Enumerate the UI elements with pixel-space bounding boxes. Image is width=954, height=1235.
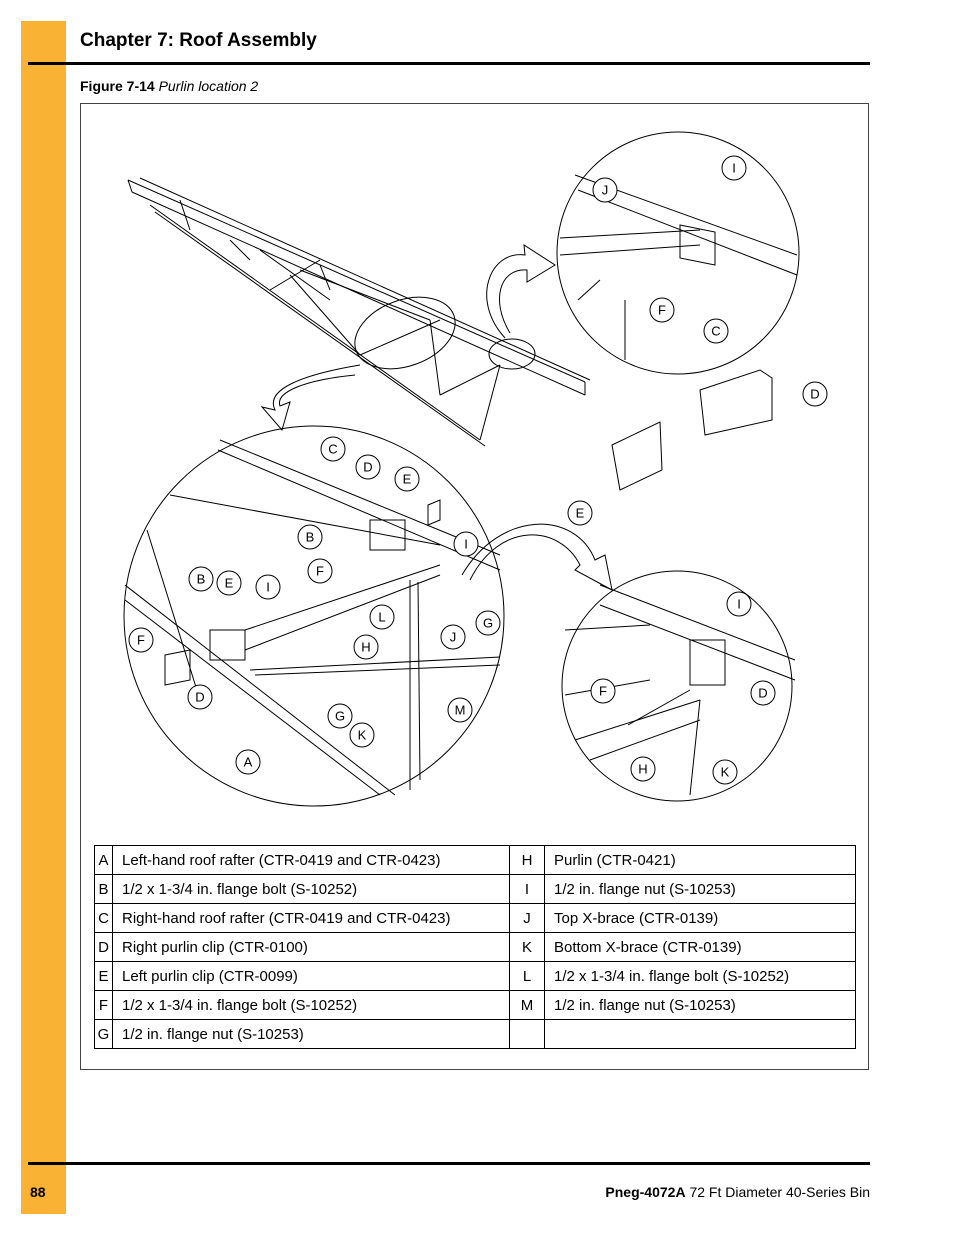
table-row <box>95 1020 856 1049</box>
table-row <box>95 933 856 962</box>
legend-desc: Left-hand roof rafter (CTR-0419 and CTR-0423) <box>113 846 510 875</box>
figure-title: Purlin location 2 <box>158 78 259 94</box>
legend-desc: 1/2 x 1-3/4 in. flange bolt (S-10252) <box>113 991 510 1020</box>
callout-circles <box>129 156 827 784</box>
doc-title: 72 Ft Diameter 40-Series Bin <box>689 1184 870 1200</box>
table-row <box>95 846 856 875</box>
legend-key: J <box>510 904 545 933</box>
callout-i: I <box>266 579 270 595</box>
callout-e: E <box>402 471 412 487</box>
parts-legend-table <box>94 845 856 1049</box>
legend-key: D <box>95 933 113 962</box>
callout-i: I <box>464 536 468 552</box>
callout-d: D <box>758 685 768 701</box>
table-row <box>95 875 856 904</box>
callout-d: D <box>363 459 373 475</box>
legend-key: L <box>510 962 545 991</box>
legend-key: H <box>510 846 545 875</box>
legend-desc: 1/2 in. flange nut (S-10253) <box>113 1020 510 1049</box>
legend-desc: Right purlin clip (CTR-0100) <box>113 933 510 962</box>
callout-d: D <box>810 386 820 402</box>
legend-key: F <box>95 991 113 1020</box>
callout-j: J <box>449 629 457 645</box>
legend-desc: 1/2 x 1-3/4 in. flange bolt (S-10252) <box>545 962 856 991</box>
legend-key: I <box>510 875 545 904</box>
detail-highlight-ellipse-2 <box>489 339 535 369</box>
legend-key: M <box>510 991 545 1020</box>
legend-desc: Right-hand roof rafter (CTR-0419 and CTR-0423) <box>113 904 510 933</box>
legend-desc: Left purlin clip (CTR-0099) <box>113 962 510 991</box>
callout-e: E <box>224 575 234 591</box>
legend-desc: 1/2 x 1-3/4 in. flange bolt (S-10252) <box>113 875 510 904</box>
right-purlin-clip <box>700 370 772 435</box>
callout-c: C <box>328 441 338 457</box>
callout-i: I <box>737 596 741 612</box>
legend-desc: Bottom X-brace (CTR-0139) <box>545 933 856 962</box>
legend-desc <box>545 1020 856 1049</box>
legend-desc: Top X-brace (CTR-0139) <box>545 904 856 933</box>
overview-rafter-truss <box>128 178 590 446</box>
table-row <box>95 991 856 1020</box>
detail-arrow-left <box>262 365 360 430</box>
callout-k: K <box>357 727 367 743</box>
legend-key <box>510 1020 545 1049</box>
table-row <box>95 904 856 933</box>
doc-number: Pneg-4072A <box>605 1184 686 1200</box>
callout-g: G <box>334 708 346 724</box>
callout-letters <box>137 161 820 780</box>
callout-i: I <box>732 160 736 176</box>
callout-g: G <box>482 615 494 631</box>
chapter-title: Chapter 7: Roof Assembly <box>80 30 317 51</box>
detail-arrow-right <box>487 245 555 338</box>
callout-b: B <box>305 529 315 545</box>
legend-desc: Purlin (CTR-0421) <box>545 846 856 875</box>
legend-key: G <box>95 1020 113 1049</box>
legend-desc: 1/2 in. flange nut (S-10253) <box>545 875 856 904</box>
callout-f: F <box>316 563 324 579</box>
legend-key: A <box>95 846 113 875</box>
callout-k: K <box>720 764 730 780</box>
page-number: 88 <box>30 1184 46 1200</box>
callout-l: L <box>378 609 386 625</box>
footer-rule <box>28 1162 870 1165</box>
legend-key: E <box>95 962 113 991</box>
callout-j: J <box>601 182 609 198</box>
callout-f: F <box>137 632 145 648</box>
legend-key: B <box>95 875 113 904</box>
detail-arrow-lower <box>462 524 612 590</box>
callout-c: C <box>711 323 721 339</box>
legend-desc: 1/2 in. flange nut (S-10253) <box>545 991 856 1020</box>
figure-number: Figure 7-14 <box>80 78 155 94</box>
callout-f: F <box>658 302 666 318</box>
legend-key: C <box>95 904 113 933</box>
table-row <box>95 962 856 991</box>
callout-m: M <box>454 702 466 718</box>
main-detail-circle <box>124 426 504 806</box>
callout-a: A <box>243 754 253 770</box>
callout-d: D <box>195 689 205 705</box>
callout-f: F <box>599 683 607 699</box>
left-purlin-clip <box>612 422 662 490</box>
callout-h: H <box>638 761 648 777</box>
callout-h: H <box>361 639 371 655</box>
document-id <box>605 1184 870 1200</box>
callout-e: E <box>575 505 585 521</box>
callout-b: B <box>196 571 206 587</box>
legend-key: K <box>510 933 545 962</box>
